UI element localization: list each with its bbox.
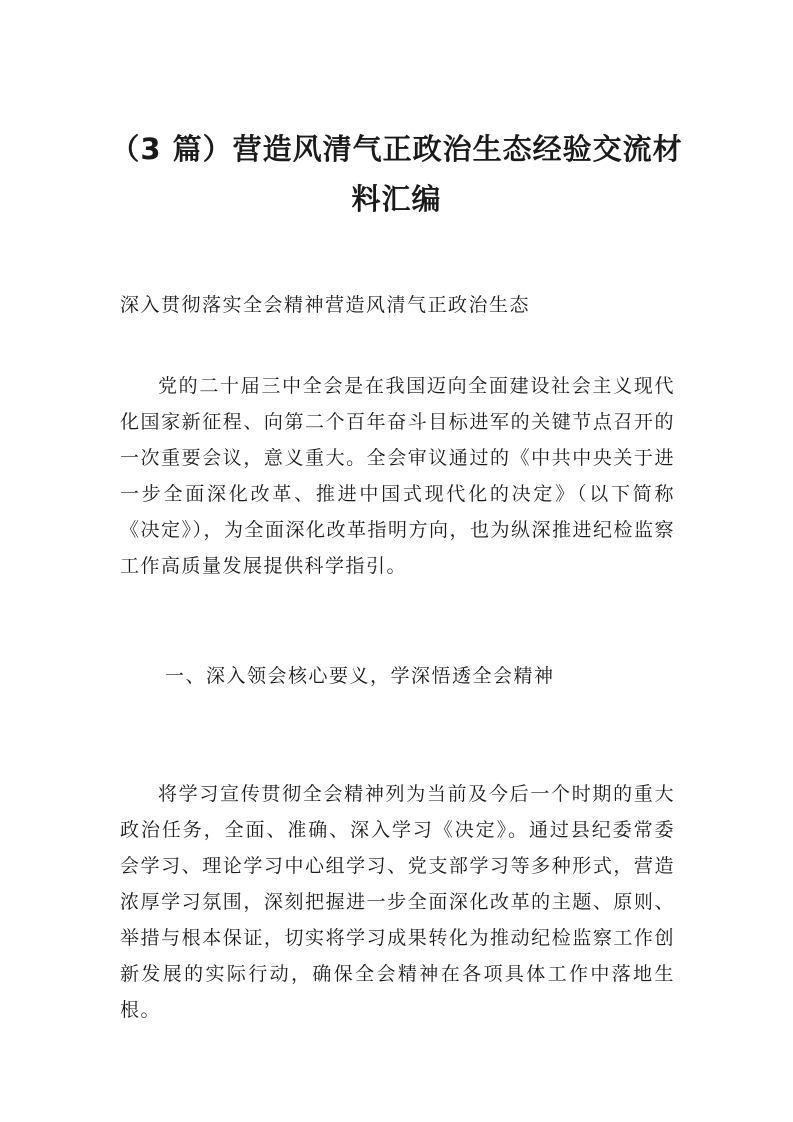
article-subtitle: 深入贯彻落实全会精神营造风清气正政治生态 [120,294,531,316]
body-paragraph-2: 将学习宣传贯彻全会精神列为当前及今后一个时期的重大政治任务，全面、准确、深入学习《决定》。通过县纪委常委会学习、理论学习中心组学习、党支部学习等多种形式，营造浓厚学习氛围，深刻把握进一步全面深化改革的主题、原则、举措与根本保证，切实将学习成果转化为推动纪检监察工作创新发展的实际行动，确保全会精神在各项具体工作中落地生根。 [120,783,675,1021]
section-heading-1: 一、深入领会核心要义，学深悟透全会精神 [165,665,555,687]
body-paragraph-1: 党的二十届三中全会是在我国迈向全面建设社会主义现代化国家新征程、向第二个百年奋斗目标进军的关键节点召开的一次重要会议，意义重大。全会审议通过的《中共中央关于进一步全面深化改革、推进中国式现代化的决定》（以下简称《决定》），为全面深化改革指明方向，也为纵深推进纪检监察工作高质量发展提供科学指引。 [120,375,676,577]
document-title: （3 篇）营造风清气正政治生态经验交流材料汇编 [110,132,683,216]
